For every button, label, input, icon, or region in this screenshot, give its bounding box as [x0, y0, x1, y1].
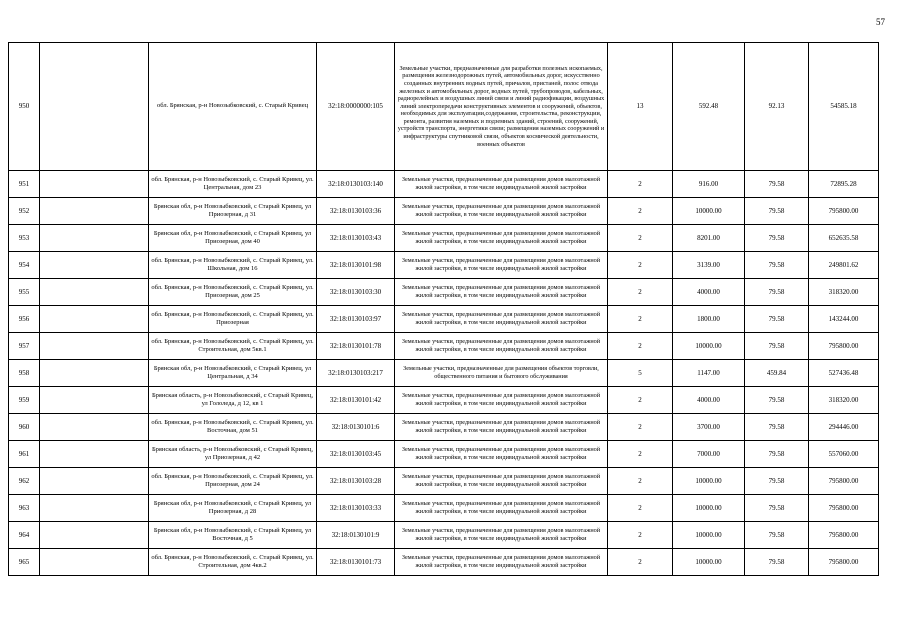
row-area: 592.48: [673, 43, 745, 171]
row-cadastral-number: 32:18:0130103:45: [317, 441, 395, 468]
row-rate: 459.84: [745, 360, 809, 387]
row-group: 2: [608, 495, 673, 522]
row-cadastral-value: 795800.00: [809, 549, 879, 576]
row-cadastral-number: 32:18:0130101:9: [317, 522, 395, 549]
row-cadastral-number: 32:18:0130103:140: [317, 171, 395, 198]
row-cadastral-value: 652635.58: [809, 225, 879, 252]
row-blank-cell: [40, 198, 149, 225]
table-row: [9, 495, 879, 522]
row-blank-cell: [40, 360, 149, 387]
row-area: 8201.00: [673, 225, 745, 252]
row-area: 10000.00: [673, 522, 745, 549]
row-group: 2: [608, 225, 673, 252]
row-rate: 79.58: [745, 279, 809, 306]
row-rate: 79.58: [745, 441, 809, 468]
row-blank-cell: [40, 279, 149, 306]
row-area: 10000.00: [673, 198, 745, 225]
table-row: [9, 360, 879, 387]
row-blank-cell: [40, 171, 149, 198]
row-cadastral-value: 795800.00: [809, 198, 879, 225]
row-address: Брянская обл, р-н Новозыбковский, с Старый Кривец, ул Приозерная, д 28: [149, 495, 317, 522]
row-blank-cell: [40, 333, 149, 360]
row-rate: 79.58: [745, 495, 809, 522]
row-cadastral-number: 32:18:0130103:36: [317, 198, 395, 225]
row-area: 1147.00: [673, 360, 745, 387]
row-land-purpose: Земельные участки, предназначенные для размещения домов малоэтажной жилой застройки, в том числе индивидуальной жилой застройки: [395, 198, 608, 225]
table-row: [9, 252, 879, 279]
row-number: 952: [9, 198, 40, 225]
row-land-purpose: Земельные участки, предназначенные для размещения домов малоэтажной жилой застройки, в том числе индивидуальной жилой застройки: [395, 279, 608, 306]
row-rate: 79.58: [745, 333, 809, 360]
row-cadastral-number: 32:18:0130103:97: [317, 306, 395, 333]
row-cadastral-value: 795800.00: [809, 333, 879, 360]
row-area: 3700.00: [673, 414, 745, 441]
row-address: обл. Брянская, р-н Новозыбковский, с. Старый Кривец, ул. Школьная, дом 16: [149, 252, 317, 279]
row-group: 2: [608, 279, 673, 306]
row-blank-cell: [40, 225, 149, 252]
row-area: 10000.00: [673, 333, 745, 360]
row-area: 10000.00: [673, 495, 745, 522]
row-number: 955: [9, 279, 40, 306]
row-number: 954: [9, 252, 40, 279]
table-row: [9, 225, 879, 252]
row-number: 958: [9, 360, 40, 387]
row-group: 2: [608, 468, 673, 495]
row-land-purpose: Земельные участки, предназначенные для размещения домов малоэтажной жилой застройки, в том числе индивидуальной жилой застройки: [395, 171, 608, 198]
row-address: Брянская область, р-н Новозыбковский, с Старый Кривец, ул Приозерная, д 42: [149, 441, 317, 468]
row-land-purpose: Земельные участки, предназначенные для размещения домов малоэтажной жилой застройки, в том числе индивидуальной жилой застройки: [395, 414, 608, 441]
table-row: [9, 414, 879, 441]
row-group: 2: [608, 387, 673, 414]
row-address: обл. Брянская, р-н Новозыбковский, с. Старый Кривец, ул. Приозерная, дом 24: [149, 468, 317, 495]
row-number: 951: [9, 171, 40, 198]
row-address: обл. Брянская, р-н Новозыбковский, с. Старый Кривец, ул. Приозерная, дом 25: [149, 279, 317, 306]
row-cadastral-value: 318320.00: [809, 279, 879, 306]
table-row: [9, 279, 879, 306]
table-row: [9, 198, 879, 225]
row-cadastral-value: 294446.00: [809, 414, 879, 441]
row-cadastral-value: 318320.00: [809, 387, 879, 414]
row-address: Брянская обл, р-н Новозыбковский, с Старый Кривец, ул Приозерная, д 31: [149, 198, 317, 225]
row-group: 5: [608, 360, 673, 387]
row-group: 2: [608, 198, 673, 225]
row-number: 962: [9, 468, 40, 495]
row-rate: 79.58: [745, 414, 809, 441]
row-address: обл. Брянская, р-н Новозыбковский, с. Старый Кривец, ул. Строительная, дом 4кв.2: [149, 549, 317, 576]
row-number: 950: [9, 43, 40, 171]
row-address: обл. Брянская, р-н Новозыбковский, с. Старый Кривец, ул. Строительная, дом 5кв.1: [149, 333, 317, 360]
row-area: 7000.00: [673, 441, 745, 468]
row-area: 10000.00: [673, 468, 745, 495]
row-blank-cell: [40, 549, 149, 576]
table-row: [9, 306, 879, 333]
row-area: 916.00: [673, 171, 745, 198]
row-address: Брянская обл, р-н Новозыбковский, с Старый Кривец, ул Центральная, д 34: [149, 360, 317, 387]
row-address: обл. Брянская, р-н Новозыбковский, с. Старый Кривец, ул. Приозерная: [149, 306, 317, 333]
row-group: 2: [608, 306, 673, 333]
row-number: 965: [9, 549, 40, 576]
row-land-purpose: Земельные участки, предназначенные для размещения домов малоэтажной жилой застройки, в том числе индивидуальной жилой застройки: [395, 522, 608, 549]
row-cadastral-value: 795800.00: [809, 468, 879, 495]
row-rate: 79.58: [745, 522, 809, 549]
row-address: Брянская область, р-н Новозыбковский, с Старый Кривец, ул Гололеда, д 12, кв 1: [149, 387, 317, 414]
row-cadastral-value: 143244.00: [809, 306, 879, 333]
row-blank-cell: [40, 441, 149, 468]
row-cadastral-value: 557060.00: [809, 441, 879, 468]
table-row: [9, 171, 879, 198]
row-group: 2: [608, 333, 673, 360]
row-land-purpose: Земельные участки, предназначенные для размещения домов малоэтажной жилой застройки, в том числе индивидуальной жилой застройки: [395, 387, 608, 414]
row-land-purpose: Земельные участки, предназначенные для размещения домов малоэтажной жилой застройки, в том числе индивидуальной жилой застройки: [395, 549, 608, 576]
row-group: 2: [608, 549, 673, 576]
row-group: 13: [608, 43, 673, 171]
row-area: 4000.00: [673, 279, 745, 306]
row-address: обл. Брянская, р-н Новозыбковский, с. Старый Кривец: [149, 43, 317, 171]
row-cadastral-number: 32:18:0130101:78: [317, 333, 395, 360]
row-blank-cell: [40, 252, 149, 279]
row-address: Брянская обл, р-н Новозыбковский, с Старый Кривец, ул Приозерная, дом 40: [149, 225, 317, 252]
row-cadastral-number: 32:18:0130103:43: [317, 225, 395, 252]
table-row: [9, 549, 879, 576]
row-area: 3139.00: [673, 252, 745, 279]
cadastral-value-table: [8, 42, 879, 576]
table-row: [9, 468, 879, 495]
row-cadastral-number: 32:18:0130103:217: [317, 360, 395, 387]
row-blank-cell: [40, 522, 149, 549]
table-row: [9, 387, 879, 414]
row-number: 961: [9, 441, 40, 468]
table-body: [9, 43, 879, 576]
row-rate: 79.58: [745, 549, 809, 576]
row-cadastral-value: 527436.48: [809, 360, 879, 387]
row-cadastral-value: 795800.00: [809, 522, 879, 549]
row-blank-cell: [40, 414, 149, 441]
row-number: 959: [9, 387, 40, 414]
row-land-purpose: Земельные участки, предназначенные для размещения домов малоэтажной жилой застройки, в том числе индивидуальной жилой застройки: [395, 468, 608, 495]
row-cadastral-value: 54585.18: [809, 43, 879, 171]
row-rate: 79.58: [745, 198, 809, 225]
row-cadastral-number: 32:18:0130103:33: [317, 495, 395, 522]
table-row: [9, 43, 879, 171]
row-rate: 79.58: [745, 252, 809, 279]
row-land-purpose: Земельные участки, предназначенные для размещения домов малоэтажной жилой застройки, в том числе индивидуальной жилой застройки: [395, 333, 608, 360]
row-group: 2: [608, 171, 673, 198]
row-area: 1800.00: [673, 306, 745, 333]
row-rate: 79.58: [745, 468, 809, 495]
row-blank-cell: [40, 43, 149, 171]
row-land-purpose: Земельные участки, предназначенные для размещения объектов торговли, общественного питания и бытового обслуживания: [395, 360, 608, 387]
row-cadastral-number: 32:18:0130101:42: [317, 387, 395, 414]
row-rate: 79.58: [745, 306, 809, 333]
row-cadastral-number: 32:18:0130101:73: [317, 549, 395, 576]
row-cadastral-value: 72895.28: [809, 171, 879, 198]
table-row: [9, 333, 879, 360]
row-group: 2: [608, 252, 673, 279]
row-land-purpose: Земельные участки, предназначенные для размещения домов малоэтажной жилой застройки, в том числе индивидуальной жилой застройки: [395, 225, 608, 252]
row-number: 960: [9, 414, 40, 441]
row-group: 2: [608, 414, 673, 441]
row-group: 2: [608, 522, 673, 549]
row-cadastral-value: 795800.00: [809, 495, 879, 522]
row-land-purpose: Земельные участки, предназначенные для размещения домов малоэтажной жилой застройки, в том числе индивидуальной жилой застройки: [395, 252, 608, 279]
row-group: 2: [608, 441, 673, 468]
row-number: 963: [9, 495, 40, 522]
table-row: [9, 441, 879, 468]
row-rate: 79.58: [745, 387, 809, 414]
row-cadastral-number: 32:18:0130103:28: [317, 468, 395, 495]
row-number: 964: [9, 522, 40, 549]
row-rate: 79.58: [745, 225, 809, 252]
row-blank-cell: [40, 387, 149, 414]
row-address: Брянская обл, р-н Новозыбковский, с Старый Кривец, ул Восточная, д 5: [149, 522, 317, 549]
row-rate: 92.13: [745, 43, 809, 171]
row-blank-cell: [40, 468, 149, 495]
row-address: обл. Брянская, р-н Новозыбковский, с. Старый Кривец, ул. Центральная, дом 23: [149, 171, 317, 198]
row-cadastral-number: 32:18:0130103:30: [317, 279, 395, 306]
page-number: 57: [876, 17, 885, 27]
row-area: 10000.00: [673, 549, 745, 576]
row-cadastral-value: 249801.62: [809, 252, 879, 279]
row-blank-cell: [40, 306, 149, 333]
row-number: 956: [9, 306, 40, 333]
row-rate: 79.58: [745, 171, 809, 198]
row-cadastral-number: 32:18:0130101:98: [317, 252, 395, 279]
row-number: 957: [9, 333, 40, 360]
row-blank-cell: [40, 495, 149, 522]
row-number: 953: [9, 225, 40, 252]
row-area: 4000.00: [673, 387, 745, 414]
row-land-purpose: Земельные участки, предназначенные для разработки полезных ископаемых, размещения железнодорожных путей, автомобильных дорог, искусственно созданных внутренних водных путей, причалов, пристаней, полос отвода железных и автомобильных дорог, водных путей, трубопроводов, кабельных, радиорелейных и воздушных линий связи и линий радиофикации, воздушных линий электропередачи конструктивных элементов и сооружений, объектов, необходимых для эксплуатации,содержания, строительства, реконструкции, ремонта, развития наземных и подземных зданий, строений, сооружений, устройств транспорта, энергетики связи; размещения наземных сооружений и инфраструктуры спутниковой связи, объектов космической деятельности, военных объектов: [395, 43, 608, 171]
row-land-purpose: Земельные участки, предназначенные для размещения домов малоэтажной жилой застройки, в том числе индивидуальной жилой застройки: [395, 306, 608, 333]
row-cadastral-number: 32:18:0130101:6: [317, 414, 395, 441]
row-cadastral-number: 32:18:0000000:105: [317, 43, 395, 171]
row-land-purpose: Земельные участки, предназначенные для размещения домов малоэтажной жилой застройки, в том числе индивидуальной жилой застройки: [395, 441, 608, 468]
row-land-purpose: Земельные участки, предназначенные для размещения домов малоэтажной жилой застройки, в том числе индивидуальной жилой застройки: [395, 495, 608, 522]
row-address: обл. Брянская, р-н Новозыбковский, с. Старый Кривец, ул. Восточная, дом 51: [149, 414, 317, 441]
table-row: [9, 522, 879, 549]
